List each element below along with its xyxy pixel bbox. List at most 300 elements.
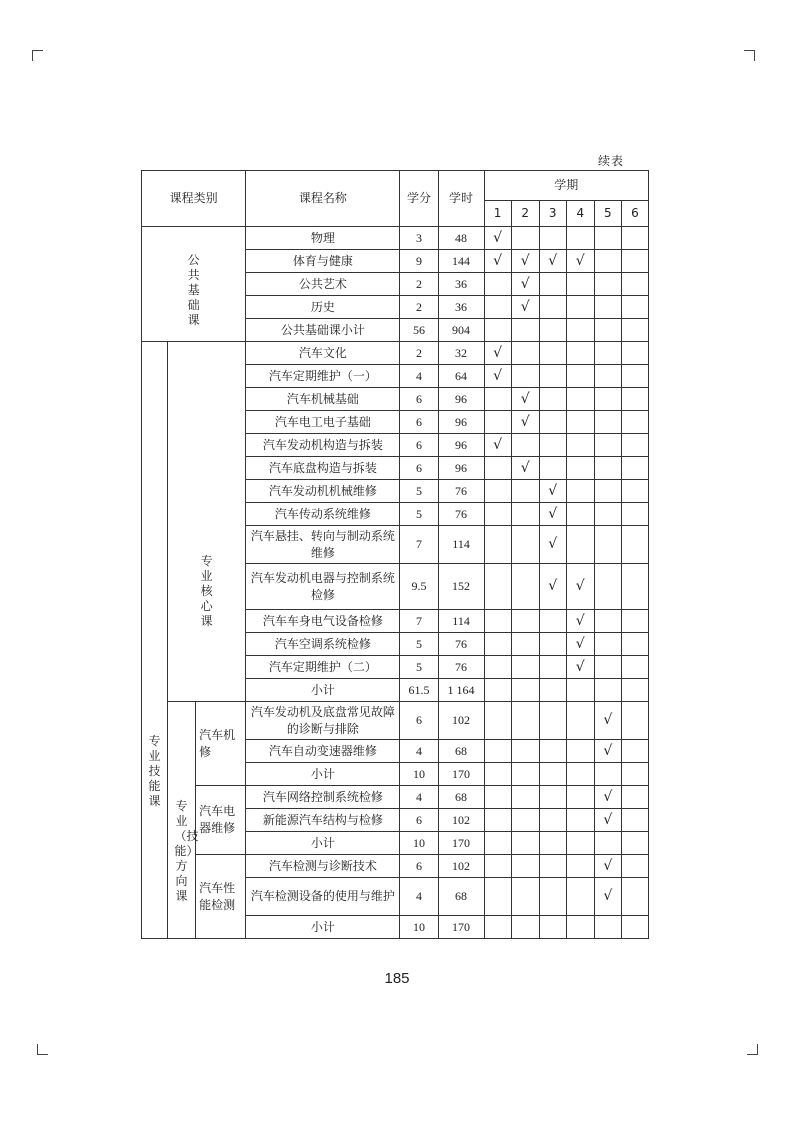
term-2-cell [511,809,539,832]
category-professional-skills [142,342,168,939]
course-hours: 68 [438,740,484,763]
check-mark: √ [603,857,613,874]
term-5-cell [594,503,621,526]
term-1-cell [484,633,511,656]
term-2-cell [511,786,539,809]
course-credits: 2 [400,296,438,319]
check-mark: √ [493,252,503,269]
check-mark: √ [548,505,558,522]
term-3-cell [539,273,566,296]
term-6-cell [621,633,648,656]
term-4-cell [566,480,594,503]
term-4-cell [566,388,594,411]
course-name: 汽车网络控制系统检修 [246,786,400,809]
term-3-cell [539,702,566,740]
term-6-cell [621,702,648,740]
term-4-cell [566,434,594,457]
header-term-5: 5 [594,201,621,227]
term-1-cell [484,434,511,457]
term-4-cell [566,786,594,809]
term-3-cell [539,480,566,503]
term-5-cell [594,342,621,365]
term-5-cell [594,480,621,503]
course-credits: 7 [400,526,438,564]
check-mark: √ [493,344,503,361]
term-5-cell [594,250,621,273]
subtotal-hours: 170 [438,916,484,939]
course-name: 汽车发动机机械维修 [246,480,400,503]
term-2-cell [511,916,539,939]
term-1-cell [484,503,511,526]
term-6-cell [621,855,648,878]
term-2-cell [511,342,539,365]
term-1-cell [484,656,511,679]
course-hours: 96 [438,388,484,411]
check-mark: √ [603,888,613,904]
course-credits: 4 [400,878,438,916]
term-5-cell [594,786,621,809]
term-6-cell [621,878,648,916]
term-4-cell [566,319,594,342]
term-3-cell [539,633,566,656]
term-5-cell [594,679,621,702]
course-hours: 76 [438,503,484,526]
course-name: 汽车发动机电器与控制系统检修 [246,564,400,610]
header-semester: 学期 [484,171,648,201]
category-professional-direction-label: 专业（技能）方向课 [174,799,199,903]
table-row [142,342,649,365]
course-hours: 152 [438,564,484,610]
term-2-cell [511,878,539,916]
check-mark: √ [493,436,503,453]
term-2-cell [511,503,539,526]
term-6-cell [621,273,648,296]
check-mark: √ [575,635,585,652]
group-mechanical: 汽车机修 [196,702,246,786]
category-professional-core-label: 专业核心课 [200,553,213,628]
header-course-name: 课程名称 [246,171,400,227]
term-6-cell [621,296,648,319]
header-category: 课程类别 [142,171,246,227]
term-5-cell [594,319,621,342]
term-1-cell [484,480,511,503]
term-1-cell [484,411,511,434]
table-row [142,702,649,740]
course-credits: 6 [400,855,438,878]
category-public-basic [142,227,246,342]
course-credits: 5 [400,503,438,526]
term-3-cell [539,855,566,878]
term-4-cell [566,365,594,388]
term-5-cell [594,702,621,740]
header-term-4: 4 [566,201,594,227]
check-mark: √ [548,578,558,594]
crop-mark-top-left [32,50,43,61]
course-credits: 2 [400,273,438,296]
subtotal-credits: 10 [400,916,438,939]
category-professional-skills-label: 专业技能课 [148,734,161,808]
term-2-cell [511,610,539,633]
term-5-cell [594,457,621,480]
term-5-cell [594,434,621,457]
check-mark: √ [575,612,585,629]
subtotal-hours: 904 [438,319,484,342]
subtotal-credits: 10 [400,832,438,855]
term-1-cell [484,296,511,319]
term-6-cell [621,526,648,564]
course-name: 物理 [246,227,400,250]
term-3-cell [539,342,566,365]
term-6-cell [621,365,648,388]
course-credits: 5 [400,633,438,656]
term-1-cell [484,564,511,610]
course-credits: 9 [400,250,438,273]
term-4-cell [566,679,594,702]
term-3-cell [539,388,566,411]
check-mark: √ [493,229,503,246]
term-4-cell [566,740,594,763]
term-1-cell [484,763,511,786]
table-row [142,855,649,878]
term-6-cell [621,388,648,411]
term-6-cell [621,319,648,342]
page-number: 185 [384,970,410,987]
category-public-basic-label: 公共基础课 [187,253,200,327]
course-name: 汽车检测设备的使用与维护 [246,878,400,916]
term-4-cell [566,855,594,878]
subtotal-hours: 1 164 [438,679,484,702]
course-hours: 68 [438,786,484,809]
check-mark: √ [520,390,530,407]
term-3-cell [539,503,566,526]
term-3-cell [539,457,566,480]
term-3-cell [539,656,566,679]
course-hours: 114 [438,610,484,633]
crop-mark-bottom-left [37,1044,48,1055]
course-hours: 144 [438,250,484,273]
term-5-cell [594,656,621,679]
check-mark: √ [575,658,585,675]
course-credits: 6 [400,702,438,740]
check-mark: √ [603,742,613,759]
term-1-cell [484,250,511,273]
term-6-cell [621,740,648,763]
term-1-cell [484,832,511,855]
term-1-cell [484,526,511,564]
course-hours: 48 [438,227,484,250]
term-6-cell [621,503,648,526]
course-hours: 64 [438,365,484,388]
course-credits: 2 [400,342,438,365]
term-2-cell [511,319,539,342]
term-5-cell [594,809,621,832]
term-5-cell [594,740,621,763]
course-name: 公共艺术 [246,273,400,296]
table-row [142,786,649,809]
term-1-cell [484,679,511,702]
course-name: 汽车电工电子基础 [246,411,400,434]
term-3-cell [539,434,566,457]
course-name: 汽车底盘构造与拆装 [246,457,400,480]
course-credits: 4 [400,365,438,388]
check-mark: √ [548,252,558,269]
category-professional-direction [168,702,199,939]
group-electrical: 汽车电器维修 [196,786,246,855]
term-1-cell [484,702,511,740]
term-4-cell [566,411,594,434]
term-4-cell [566,457,594,480]
term-6-cell [621,786,648,809]
term-1-cell [484,227,511,250]
course-credits: 6 [400,809,438,832]
term-5-cell [594,411,621,434]
term-5-cell [594,227,621,250]
header-term-3: 3 [539,201,566,227]
course-hours: 68 [438,878,484,916]
term-5-cell [594,916,621,939]
term-2-cell [511,434,539,457]
term-5-cell [594,296,621,319]
term-3-cell [539,526,566,564]
term-4-cell [566,702,594,740]
term-1-cell [484,388,511,411]
course-credits: 6 [400,434,438,457]
term-6-cell [621,610,648,633]
course-credits: 9.5 [400,564,438,610]
term-6-cell [621,809,648,832]
term-6-cell [621,411,648,434]
term-3-cell [539,296,566,319]
term-6-cell [621,763,648,786]
term-3-cell [539,740,566,763]
term-3-cell [539,250,566,273]
term-3-cell [539,832,566,855]
subtotal-credits: 61.5 [400,679,438,702]
term-4-cell [566,809,594,832]
term-6-cell [621,457,648,480]
group-inspection: 汽车性能检测 [196,855,246,939]
check-mark: √ [493,367,503,384]
term-6-cell [621,832,648,855]
term-5-cell [594,526,621,564]
check-mark: √ [548,536,558,552]
check-mark: √ [603,811,613,828]
course-name: 汽车定期维护（二） [246,656,400,679]
course-name: 体育与健康 [246,250,400,273]
subtotal-hours: 170 [438,832,484,855]
term-4-cell [566,763,594,786]
term-2-cell [511,480,539,503]
category-professional-core [168,342,246,702]
term-5-cell [594,633,621,656]
term-4-cell [566,633,594,656]
term-2-cell [511,763,539,786]
term-1-cell [484,610,511,633]
term-2-cell [511,702,539,740]
header-credits: 学分 [400,171,438,227]
term-2-cell [511,457,539,480]
course-hours: 76 [438,480,484,503]
term-5-cell [594,564,621,610]
term-1-cell [484,273,511,296]
term-2-cell [511,273,539,296]
term-4-cell [566,656,594,679]
check-mark: √ [603,788,613,805]
crop-mark-bottom-right [747,1044,758,1055]
term-1-cell [484,740,511,763]
term-4-cell [566,273,594,296]
course-name: 汽车文化 [246,342,400,365]
course-hours: 32 [438,342,484,365]
course-hours: 36 [438,273,484,296]
term-1-cell [484,809,511,832]
course-credits: 4 [400,786,438,809]
check-mark: √ [520,413,530,430]
subtotal-label: 小计 [246,763,400,786]
course-name: 汽车检测与诊断技术 [246,855,400,878]
term-3-cell [539,610,566,633]
course-credits: 3 [400,227,438,250]
course-hours: 114 [438,526,484,564]
course-hours: 76 [438,633,484,656]
course-hours: 102 [438,809,484,832]
term-3-cell [539,916,566,939]
header-term-6: 6 [621,201,648,227]
crop-mark-top-right [744,50,755,61]
course-name: 新能源汽车结构与检修 [246,809,400,832]
check-mark: √ [575,252,585,269]
subtotal-label: 公共基础课小计 [246,319,400,342]
check-mark: √ [520,252,530,269]
course-credits: 6 [400,411,438,434]
term-3-cell [539,319,566,342]
term-1-cell [484,319,511,342]
check-mark: √ [548,482,558,499]
term-4-cell [566,916,594,939]
term-4-cell [566,250,594,273]
term-6-cell [621,227,648,250]
term-4-cell [566,526,594,564]
subtotal-label: 小计 [246,916,400,939]
term-3-cell [539,878,566,916]
term-2-cell [511,227,539,250]
term-5-cell [594,855,621,878]
header-hours: 学时 [438,171,484,227]
term-3-cell [539,227,566,250]
course-credits: 4 [400,740,438,763]
term-6-cell [621,916,648,939]
term-6-cell [621,250,648,273]
subtotal-label: 小计 [246,679,400,702]
term-4-cell [566,832,594,855]
term-2-cell [511,832,539,855]
check-mark: √ [575,578,585,594]
term-5-cell [594,763,621,786]
term-5-cell [594,832,621,855]
term-1-cell [484,916,511,939]
subtotal-credits: 10 [400,763,438,786]
term-2-cell [511,564,539,610]
course-name: 汽车发动机及底盘常见故障的诊断与排除 [246,702,400,740]
term-5-cell [594,365,621,388]
course-hours: 102 [438,702,484,740]
course-name: 汽车空调系统检修 [246,633,400,656]
course-name: 历史 [246,296,400,319]
course-name: 汽车传动系统维修 [246,503,400,526]
term-2-cell [511,740,539,763]
term-1-cell [484,342,511,365]
course-name: 汽车发动机构造与拆装 [246,434,400,457]
header-term-1: 1 [484,201,511,227]
course-credits: 6 [400,388,438,411]
course-name: 汽车机械基础 [246,388,400,411]
course-credits: 6 [400,457,438,480]
subtotal-credits: 56 [400,319,438,342]
term-4-cell [566,296,594,319]
course-hours: 76 [438,656,484,679]
course-hours: 36 [438,296,484,319]
term-1-cell [484,457,511,480]
term-2-cell [511,388,539,411]
term-3-cell [539,365,566,388]
term-6-cell [621,342,648,365]
check-mark: √ [520,459,530,476]
term-2-cell [511,296,539,319]
course-hours: 102 [438,855,484,878]
term-4-cell [566,610,594,633]
term-2-cell [511,679,539,702]
term-5-cell [594,878,621,916]
course-hours: 96 [438,457,484,480]
term-4-cell [566,564,594,610]
course-name: 汽车定期维护（一） [246,365,400,388]
course-hours: 96 [438,411,484,434]
term-6-cell [621,480,648,503]
term-2-cell [511,250,539,273]
term-3-cell [539,411,566,434]
term-6-cell [621,564,648,610]
term-3-cell [539,786,566,809]
course-name: 汽车自动变速器维修 [246,740,400,763]
term-2-cell [511,526,539,564]
course-credits: 7 [400,610,438,633]
term-2-cell [511,365,539,388]
term-1-cell [484,855,511,878]
term-6-cell [621,434,648,457]
course-credits: 5 [400,656,438,679]
curriculum-table [141,170,649,939]
term-1-cell [484,786,511,809]
term-2-cell [511,656,539,679]
term-4-cell [566,878,594,916]
subtotal-hours: 170 [438,763,484,786]
term-5-cell [594,273,621,296]
term-4-cell [566,342,594,365]
course-hours: 96 [438,434,484,457]
course-credits: 5 [400,480,438,503]
subtotal-label: 小计 [246,832,400,855]
term-4-cell [566,227,594,250]
term-1-cell [484,878,511,916]
check-mark: √ [603,712,613,728]
term-2-cell [511,855,539,878]
term-4-cell [566,503,594,526]
term-3-cell [539,564,566,610]
term-5-cell [594,388,621,411]
term-2-cell [511,633,539,656]
table-row [142,227,649,250]
course-name: 汽车车身电气设备检修 [246,610,400,633]
